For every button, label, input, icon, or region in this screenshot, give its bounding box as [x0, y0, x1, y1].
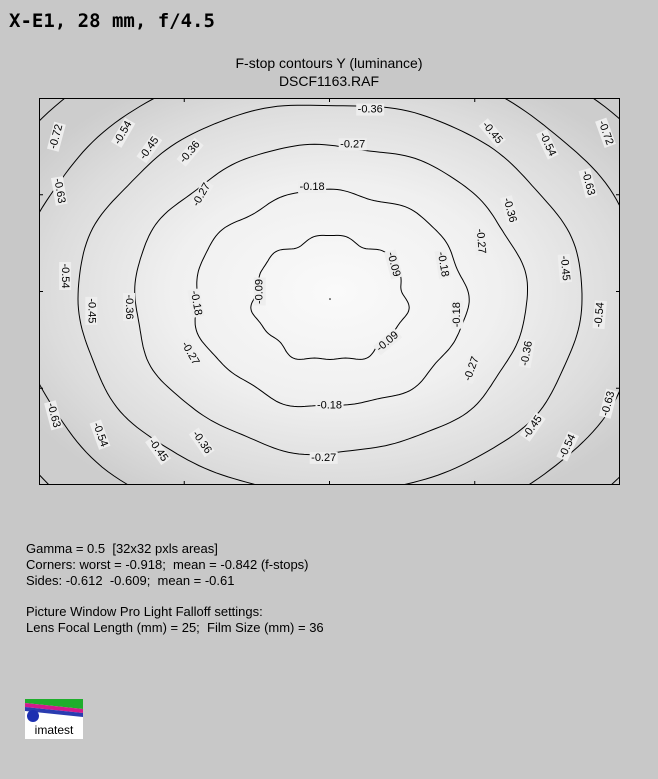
contour-label: -0.18 [299, 180, 325, 193]
contour-label: -0.72 [47, 123, 66, 151]
contour-label: -0.72 [595, 118, 616, 147]
contour-label: -0.36 [123, 294, 136, 320]
contour-label: -0.18 [316, 399, 343, 412]
contour-label: -0.54 [59, 263, 72, 289]
contour-label: -0.27 [461, 355, 482, 383]
contour-label: -0.63 [51, 177, 68, 205]
contour-label: -0.36 [518, 339, 535, 367]
contour-label: -0.45 [146, 436, 171, 464]
imatest-logo [25, 699, 83, 739]
contour-label: -0.63 [599, 390, 618, 418]
stats-sides: Sides: -0.612 -0.609; mean = -0.61 [26, 573, 235, 588]
stats-gamma: Gamma = 0.5 [32x32 pxls areas] [26, 541, 218, 556]
imatest-logo-mark [25, 699, 83, 723]
contour-label: -0.54 [536, 130, 559, 159]
center-dot [329, 298, 331, 300]
contour-label: -0.27 [311, 451, 337, 464]
contour-label: -0.27 [178, 339, 202, 368]
contour-label: -0.09 [374, 329, 402, 355]
contour-label: -0.54 [90, 420, 111, 449]
contour-label: -0.27 [190, 180, 214, 209]
contour-label: -0.54 [592, 301, 607, 328]
contour-label: -0.36 [189, 428, 214, 457]
contour-label: -0.36 [177, 138, 203, 166]
stats-corners: Corners: worst = -0.918; mean = -0.842 (f-stops) [26, 557, 309, 572]
contour-label: -0.45 [137, 134, 162, 162]
contour-plot [39, 98, 620, 485]
stats-pwp-heading: Picture Window Pro Light Falloff settings: [26, 604, 263, 619]
contour-label: -0.27 [473, 228, 488, 255]
contour-label: -0.09 [253, 278, 266, 305]
contour-label: -0.36 [500, 196, 519, 224]
contour-label: -0.45 [85, 298, 98, 324]
contour-label: -0.45 [557, 255, 572, 282]
contour-label: -0.36 [357, 103, 383, 116]
contour-label: -0.45 [520, 413, 545, 441]
contour-label: -0.18 [187, 289, 205, 317]
chart-subtitle: DSCF1163.RAF [278, 73, 380, 89]
contour-label: -0.18 [451, 302, 464, 328]
contour-label: -0.18 [434, 250, 451, 278]
contour-label: -0.63 [44, 401, 63, 429]
stats-block [26, 541, 324, 636]
contour-label: -0.09 [384, 250, 403, 279]
contour-label: -0.54 [556, 432, 579, 461]
image-title: X-E1, 28 mm, f/4.5 [9, 10, 215, 32]
imatest-logo-text: imatest [34, 723, 74, 737]
contour-label: -0.45 [479, 119, 505, 147]
chart-title: F-stop contours Y (luminance) [235, 55, 423, 71]
stats-pwp-settings: Lens Focal Length (mm) = 25; Film Size (mm) = 36 [26, 620, 324, 635]
contour-label: -0.54 [111, 118, 135, 147]
contour-label: -0.63 [579, 169, 598, 197]
contour-label: -0.27 [340, 138, 366, 151]
